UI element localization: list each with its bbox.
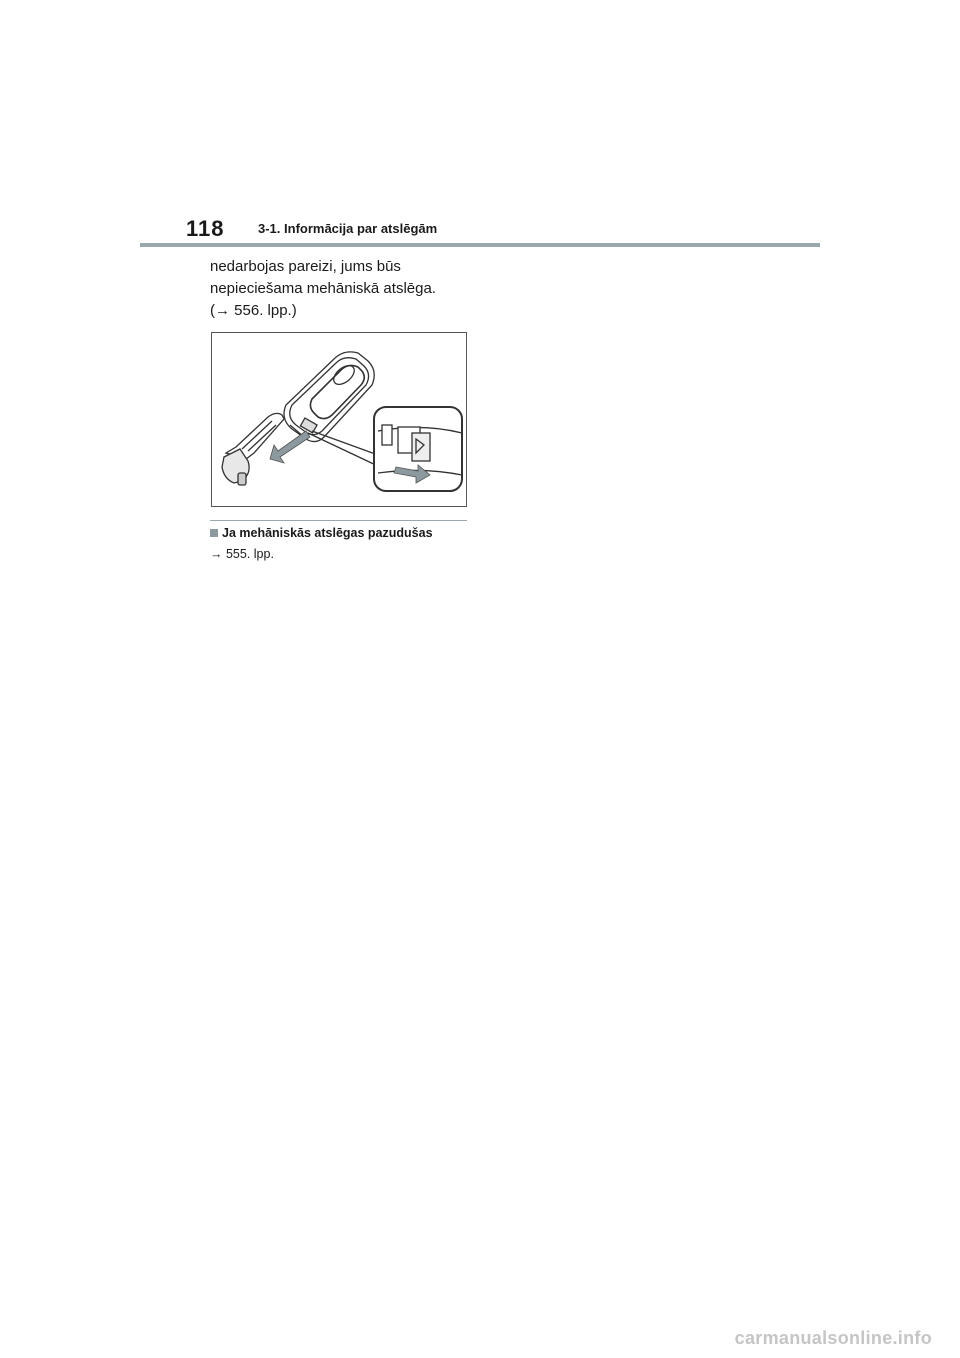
page-number: 118: [186, 216, 225, 241]
subsection-reference-link[interactable]: → 555. lpp.: [210, 547, 274, 561]
smart-key-icon: [212, 333, 466, 506]
watermark-logo: carmanualsonline.info: [734, 1328, 932, 1348]
body-line: nepieciešama mehāniskā atslēga.: [210, 280, 436, 297]
body-line: nedarbojas pareizi, jums būs: [210, 258, 401, 275]
page-header: [0, 0, 960, 250]
subsection-heading: [210, 526, 433, 540]
key-illustration: [211, 332, 467, 507]
body-paragraph: [210, 256, 480, 322]
subsection-heading-text: Ja mehāniskās atslēgas pazudušas: [222, 526, 433, 540]
subsection-divider: [210, 520, 467, 521]
section-title: 3-1. Informācija par atslēgām: [258, 221, 438, 236]
header-divider: [140, 243, 820, 247]
square-bullet-icon: [210, 529, 218, 537]
page-reference-link[interactable]: (→ 556. lpp.): [210, 302, 297, 319]
